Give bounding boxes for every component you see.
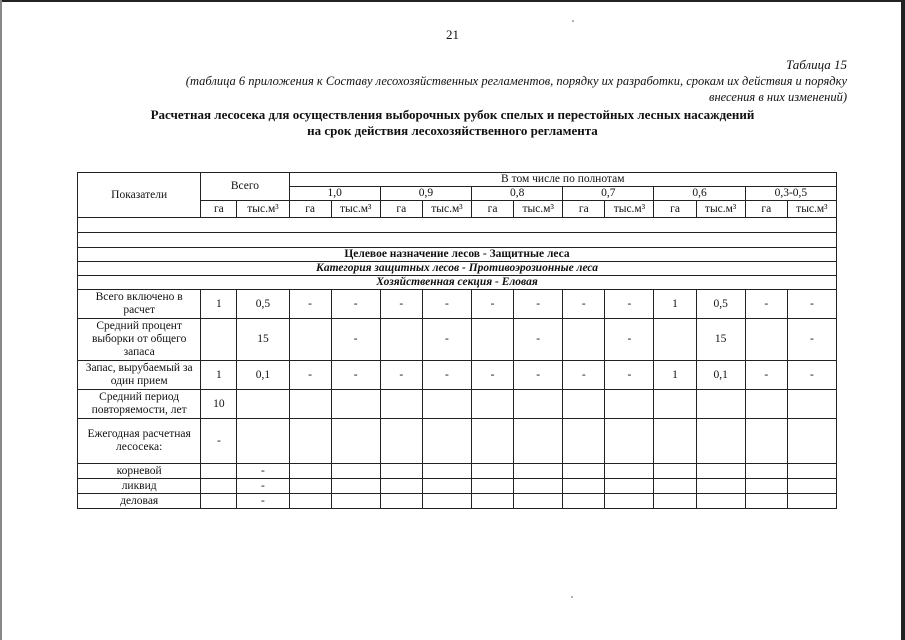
section-purpose: Целевое назначение лесов - Защитные леса [78,248,837,262]
table-cell: - [514,319,563,361]
table-cell [422,464,471,479]
unit-m3: тыс.м³ [331,201,380,218]
table-cell [654,390,696,419]
table-cell [745,494,787,509]
table-cell [514,390,563,419]
table-cell [331,390,380,419]
table-cell: - [289,290,331,319]
document-title [0,107,905,139]
table-cell [745,419,787,464]
header-density-5: 0,6 [654,187,745,201]
table-cell: - [787,361,836,390]
table-cell [472,464,514,479]
table-cell [745,464,787,479]
page-top-edge [0,0,905,2]
table-cell: - [331,290,380,319]
table-cell [289,390,331,419]
table-cell: - [422,290,471,319]
row-label: Всего включено в расчет [78,290,201,319]
document-title-line-2: на срок действия лесохозяйственного регламента [307,123,598,138]
table-cell: - [745,290,787,319]
table-cell [696,464,745,479]
table-cell [787,419,836,464]
table-row [78,390,837,419]
table-cell: 0,1 [696,361,745,390]
document-title-line-1: Расчетная лесосека для осуществления выборочных рубок спелых и перестойных лесных насаждений [150,107,755,122]
table-row [78,319,837,361]
table-cell [472,419,514,464]
row-label: Запас, вырубаемый за один прием [78,361,201,390]
table-cell [422,390,471,419]
table-cell [787,494,836,509]
table-cell [201,319,237,361]
header-by-density: В том числе по полнотам [289,173,836,187]
table-cell [331,464,380,479]
table-cell [654,319,696,361]
header-total: Всего [201,173,289,201]
unit-m3: тыс.м³ [422,201,471,218]
table-cell: 0,5 [237,290,289,319]
table-cell: - [422,361,471,390]
row-label: Средний период повторяемости, лет [78,390,201,419]
table-cell [654,464,696,479]
table-cell: - [605,361,654,390]
page-number: 21 [446,27,459,42]
header-row-1 [78,173,837,187]
table-cell: 1 [201,361,237,390]
table-cell [289,319,331,361]
spacer-cell [78,233,837,248]
table-cell [237,419,289,464]
table-cell [563,390,605,419]
table-number: Таблица 15 [785,57,847,72]
table-cell: - [745,361,787,390]
table-cell [380,419,422,464]
table-cell [787,390,836,419]
table-cell: - [237,464,289,479]
table-cell: - [563,290,605,319]
table-cell [472,319,514,361]
table-cell: - [563,361,605,390]
row-label: Ежегодная расчетная лесосека: [78,419,201,464]
table-cell: 1 [201,290,237,319]
table-cell [422,494,471,509]
table-cell: - [201,419,237,464]
table-row [78,361,837,390]
table-note-line-1: (таблица 6 приложения к Составу лесохозяйственных регламентов, порядку их разработки, срокам их действия и порядку [185,74,847,88]
table-cell [745,479,787,494]
table-cell [380,319,422,361]
row-label: корневой [78,464,201,479]
unit-m3: тыс.м³ [237,201,289,218]
header-density-6: 0,3-0,5 [745,187,836,201]
table-cell [289,494,331,509]
spacer-cell [78,218,837,233]
table-cell [563,479,605,494]
page-left-edge [0,0,2,640]
table-cell [654,479,696,494]
table-row [78,290,837,319]
table-cell [654,419,696,464]
table-cell [605,479,654,494]
table-cell [696,494,745,509]
table-cell: 1 [654,290,696,319]
table-cell: - [331,361,380,390]
unit-m3: тыс.м³ [514,201,563,218]
table-cell: 0,5 [696,290,745,319]
section-category: Категория защитных лесов - Противоэрозионные леса [78,262,837,276]
table-row [78,479,837,494]
table-cell: 15 [237,319,289,361]
table-cell [289,464,331,479]
unit-m3: тыс.м³ [787,201,836,218]
table-cell [514,419,563,464]
table-cell [787,479,836,494]
table-cell: 10 [201,390,237,419]
table-cell [422,419,471,464]
spacer-row [78,233,837,248]
section-economic-row [78,276,837,290]
scan-speck [572,20,574,22]
table-cell [745,319,787,361]
table-cell: 1 [654,361,696,390]
header-density-1: 1,0 [289,187,380,201]
table-cell: - [514,290,563,319]
table-cell: - [605,290,654,319]
table-cell [380,390,422,419]
table-cell [472,494,514,509]
header-indicators: Показатели [78,173,201,218]
row-label: ликвид [78,479,201,494]
table-cell: - [514,361,563,390]
table-cell [605,419,654,464]
table-cell [696,479,745,494]
table-cell: - [380,361,422,390]
table-cell [472,479,514,494]
row-label: деловая [78,494,201,509]
section-economic: Хозяйственная секция - Еловая [78,276,837,290]
table-cell [514,479,563,494]
table-cell [605,390,654,419]
table-cell [422,479,471,494]
section-category-row [78,262,837,276]
table-cell [380,464,422,479]
table-cell [289,419,331,464]
spacer-row [78,218,837,233]
table-cell [237,390,289,419]
header-density-2: 0,9 [380,187,471,201]
table-cell: - [237,494,289,509]
table-cell: - [605,319,654,361]
header-density-4: 0,7 [563,187,654,201]
table-cell [201,479,237,494]
table-row [78,464,837,479]
table-cell [563,494,605,509]
unit-ha: га [289,201,331,218]
table-cell [563,464,605,479]
row-label: Средний процент выборки от общего запаса [78,319,201,361]
table-cell [289,479,331,494]
table-row [78,419,837,464]
table-cell: - [237,479,289,494]
table-cell [605,464,654,479]
section-purpose-row [78,248,837,262]
table-cell: 0,1 [237,361,289,390]
table-row [78,494,837,509]
table-body [78,290,837,509]
table-cell [563,419,605,464]
table-cell [745,390,787,419]
unit-m3: тыс.м³ [696,201,745,218]
table-cell [696,390,745,419]
table-cell [514,494,563,509]
table-cell: - [422,319,471,361]
table-note-line-2: внесения в них изменений) [709,90,847,104]
table-cell [696,419,745,464]
table-cell [380,494,422,509]
table-cell: - [472,290,514,319]
unit-ha: га [654,201,696,218]
table-cell [654,494,696,509]
table-cell: - [380,290,422,319]
unit-ha: га [563,201,605,218]
table-cell [201,494,237,509]
table-cell: - [331,319,380,361]
table-cell [563,319,605,361]
table-cell [201,464,237,479]
table-cell: 15 [696,319,745,361]
page-right-edge [901,0,905,640]
table-cell [380,479,422,494]
table-cell: - [787,319,836,361]
table-cell [331,494,380,509]
logging-quota-table [77,172,837,509]
table-cell [787,464,836,479]
unit-ha: га [745,201,787,218]
table-cell: - [472,361,514,390]
table-cell [331,479,380,494]
unit-ha: га [201,201,237,218]
table-cell [472,390,514,419]
unit-ha: га [472,201,514,218]
table-cell: - [289,361,331,390]
table-note [100,73,847,105]
table-cell [514,464,563,479]
scan-speck [571,596,573,598]
header-density-3: 0,8 [472,187,563,201]
table-cell [331,419,380,464]
table-cell [605,494,654,509]
unit-ha: га [380,201,422,218]
table-cell: - [787,290,836,319]
unit-m3: тыс.м³ [605,201,654,218]
